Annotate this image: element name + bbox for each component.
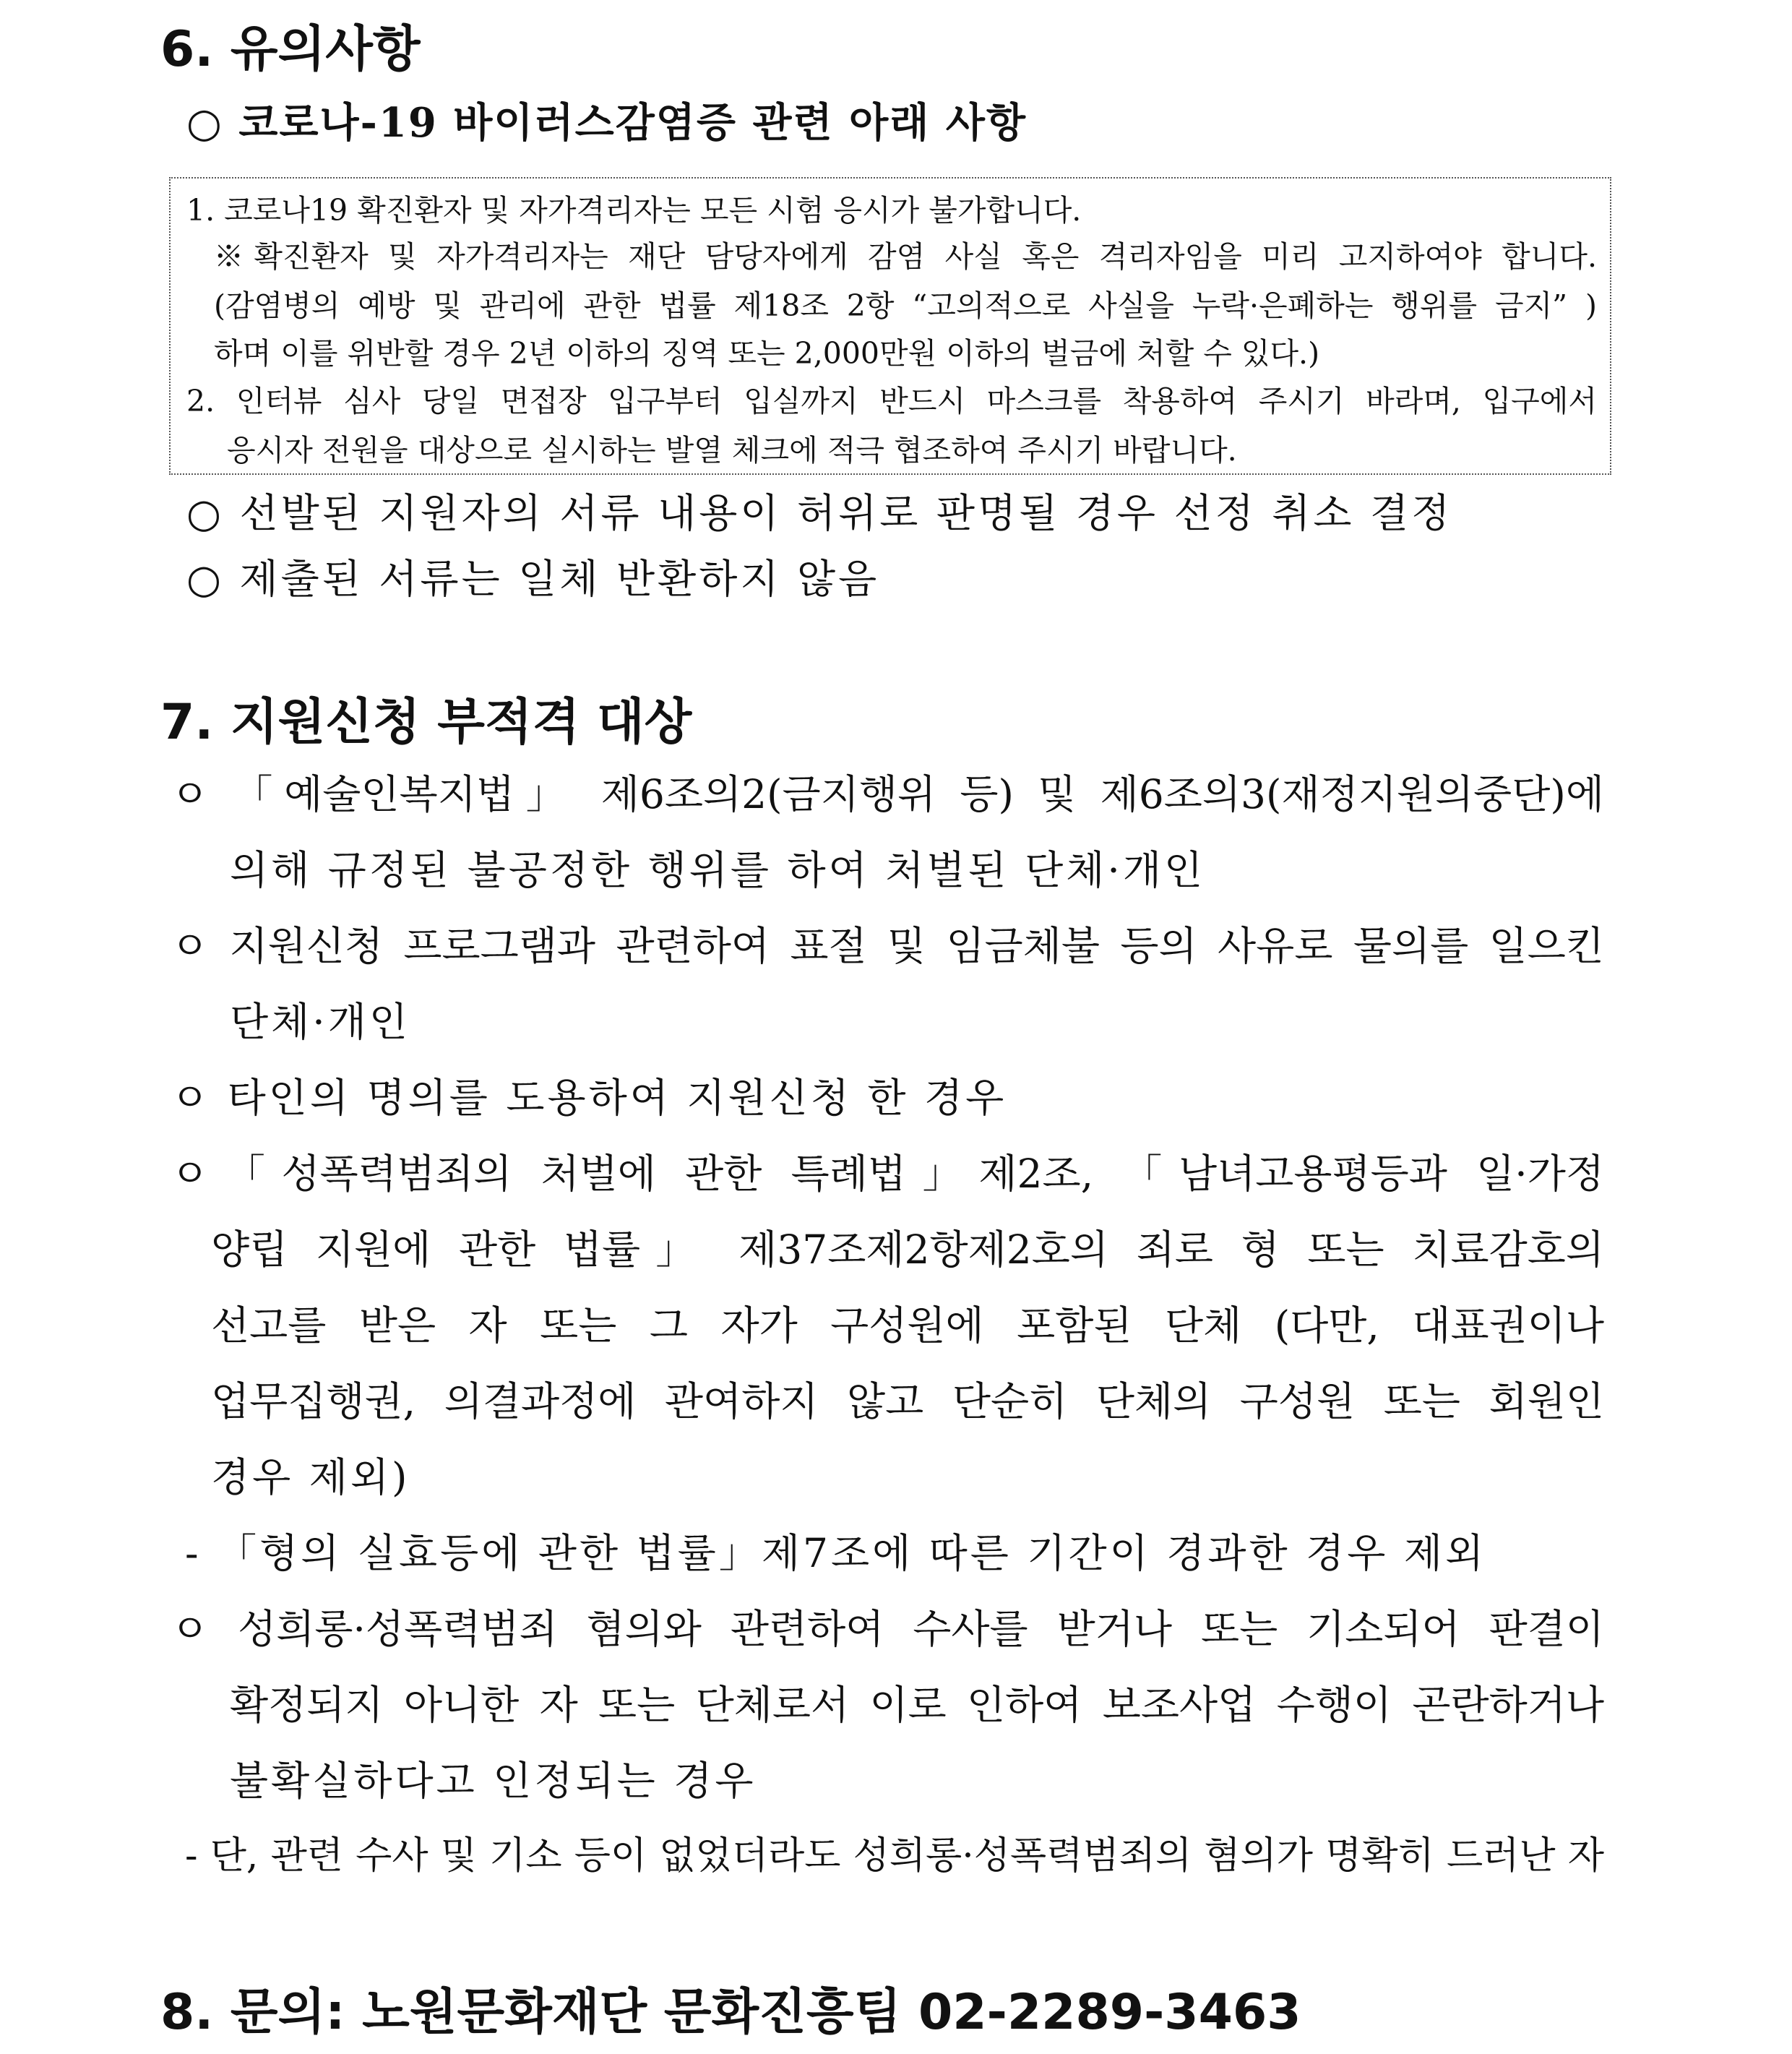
s7-line-15: - 단, 관련 수사 및 기소 등이 없었더라도 성희롱·성폭력범죄의 혐의가 명확히 드러난 자 — [185, 1834, 1604, 1878]
section-8-heading: 8. 문의: 노원문화재단 문화진흥팀 02-2289-3463 — [160, 1984, 1301, 2041]
section-7-heading: 7. 지원신청 부적격 대상 — [160, 694, 692, 751]
box-line-6: 응시자 전원을 대상으로 실시하는 발열 체크에 적극 협조하여 주시기 바랍니다. — [227, 433, 1237, 468]
box-line-1: 1. 코로나19 확진환자 및 자가격리자는 모든 시험 응시가 불가합니다. — [186, 193, 1082, 228]
section-6-item-3: ○ 제출된 서류는 일체 반환하지 않음 — [186, 556, 880, 602]
s7-line-10: 경우 제외) — [211, 1454, 410, 1500]
s7-line-5: ㅇ 타인의 명의를 도용하여 지원신청 한 경우 — [171, 1075, 1007, 1121]
s7-line-9: 업무집행권, 의결과정에 관여하지 않고 단순히 단체의 구성원 또는 회원인 — [211, 1378, 1604, 1425]
s7-line-3: ㅇ 지원신청 프로그램과 관련하여 표절 및 임금체불 등의 사유로 물의를 일으킨 — [171, 923, 1604, 969]
box-line-4: 하며 이를 위반할 경우 2년 이하의 징역 또는 2,000만원 이하의 벌금에 처할 수 있다.) — [214, 336, 1320, 371]
section-6-heading: 6. 유의사항 — [160, 21, 421, 78]
s7-line-14: 불확실하다고 인정되는 경우 — [230, 1758, 757, 1804]
s7-line-8: 선고를 받은 자 또는 그 자가 구성원에 포함된 단체 (다만, 대표권이나 — [211, 1302, 1605, 1349]
box-line-3: (감염병의 예방 및 관리에 관한 법률 제18조 2항 “고의적으로 사실을 누락·은폐하는 행위를 금지” ) — [214, 288, 1597, 323]
box-line-2: ※확진환자 및 자가격리자는 재단 담당자에게 감염 사실 혹은 격리자임을 미리 고지하여야 합니다. — [214, 239, 1597, 274]
s7-line-4: 단체·개인 — [230, 999, 411, 1045]
section-6-covid-item: ○ 코로나-19 바이러스감염증 관련 아래 사항 — [186, 99, 1028, 147]
s7-line-12: ㅇ 성희롱·성폭력범죄 혐의와 관련하여 수사를 받거나 또는 기소되어 판결이 — [171, 1606, 1604, 1652]
s7-line-6: ㅇ「성폭력범죄의 처벌에 관한 특례법」제2조, 「남녀고용평등과 일·가정 — [171, 1151, 1604, 1197]
s7-line-7: 양립 지원에 관한 법률」 제37조제2항제2호의 죄로 형 또는 치료감호의 — [211, 1226, 1604, 1273]
s7-line-11: - 「형의 실효등에 관한 법률」제7조에 따른 기간이 경과한 경우 제외 — [185, 1530, 1487, 1576]
box-line-5: 2. 인터뷰 심사 당일 면접장 입구부터 입실까지 반드시 마스크를 착용하여 주시기 바라며, 입구에서 — [186, 384, 1597, 418]
section-6-item-2: ○ 선발된 지원자의 서류 내용이 허위로 판명될 경우 선정 취소 결정 — [186, 490, 1453, 536]
s7-line-1: ㅇ 「예술인복지법」 제6조의2(금지행위 등) 및 제6조의3(재정지원의중단)에 — [171, 771, 1604, 817]
s7-line-2: 의해 규정된 불공정한 행위를 하여 처벌된 단체·개인 — [230, 847, 1206, 893]
s7-line-13: 확정되지 아니한 자 또는 단체로서 이로 인하여 보조사업 수행이 곤란하거나 — [230, 1682, 1604, 1728]
